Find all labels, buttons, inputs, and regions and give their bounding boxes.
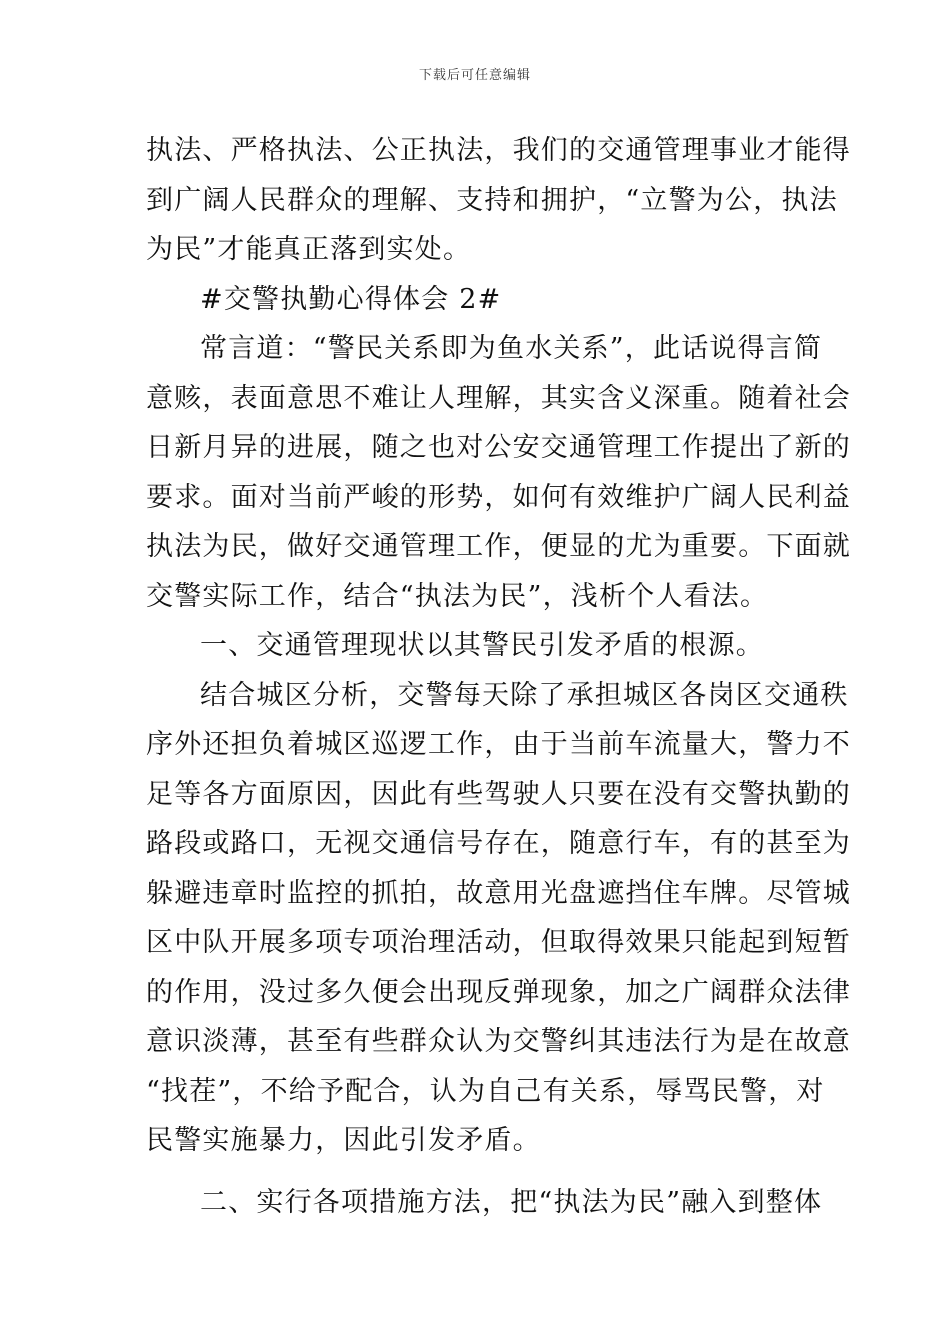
page-header: 下载后可任意编辑	[418, 68, 531, 83]
text-line: 执法、严格执法、公正执法，我们的交通管理事业才能得	[146, 135, 851, 166]
text-line: 意赅，表面意思不难让人理解，其实含义深重。随着社会	[146, 382, 851, 414]
text-line: 交警实际工作，结合“执法为民”，浅析个人看法。	[146, 580, 769, 612]
text-line: “找茬”，不给予配合，认为自己有关系，辱骂民警，对	[146, 1075, 825, 1107]
text-line: 日新月异的进展，随之也对公安交通管理工作提出了新的	[146, 432, 851, 463]
text-line: 到广阔人民群众的理解、支持和拥护，“立警为公，执法	[146, 184, 838, 216]
text-line: 躲避违章时监控的抓拍，故意用光盘遮挡住车牌。尽管城	[146, 877, 851, 909]
text-line: 民警实施暴力，因此引发矛盾。	[146, 1125, 541, 1156]
text-line: 序外还担负着城区巡逻工作，由于当前车流量大，警力不	[146, 729, 851, 760]
paragraph-gap	[146, 1166, 808, 1178]
section-heading: 二、实行各项措施方法，把“执法为民”融入到整体	[200, 1186, 823, 1218]
text-line: 执法为民，做好交通管理工作，便显的尤为重要。下面就	[146, 531, 851, 562]
text-line: 要求。面对当前严峻的形势，如何有效维护广阔人民利益	[146, 481, 851, 513]
document-body	[146, 126, 851, 1227]
section-heading: 一、交通管理现状以其警民引发矛盾的根源。	[200, 630, 764, 661]
section-heading: #交警执勤心得体会 2#	[200, 283, 502, 315]
text-line: 的作用，没过多久便会出现反弹现象，加之广阔群众法律	[146, 976, 851, 1008]
text-line: 常言道：“警民关系即为鱼水关系”，此话说得言简	[200, 333, 823, 364]
text-line: 足等各方面原因，因此有些驾驶人只要在没有交警执勤的	[146, 778, 851, 810]
text-line: 意识淡薄，甚至有些群众认为交警纠其违法行为是在故意	[146, 1026, 851, 1057]
text-line: 区中队开展多项专项治理活动，但取得效果只能起到短暂	[146, 927, 851, 958]
text-line: 为民”才能真正落到实处。	[146, 234, 472, 265]
text-line: 结合城区分析，交警每天除了承担城区各岗区交通秩	[200, 679, 849, 711]
text-line: 路段或路口，无视交通信号存在，随意行车，有的甚至为	[146, 828, 851, 859]
